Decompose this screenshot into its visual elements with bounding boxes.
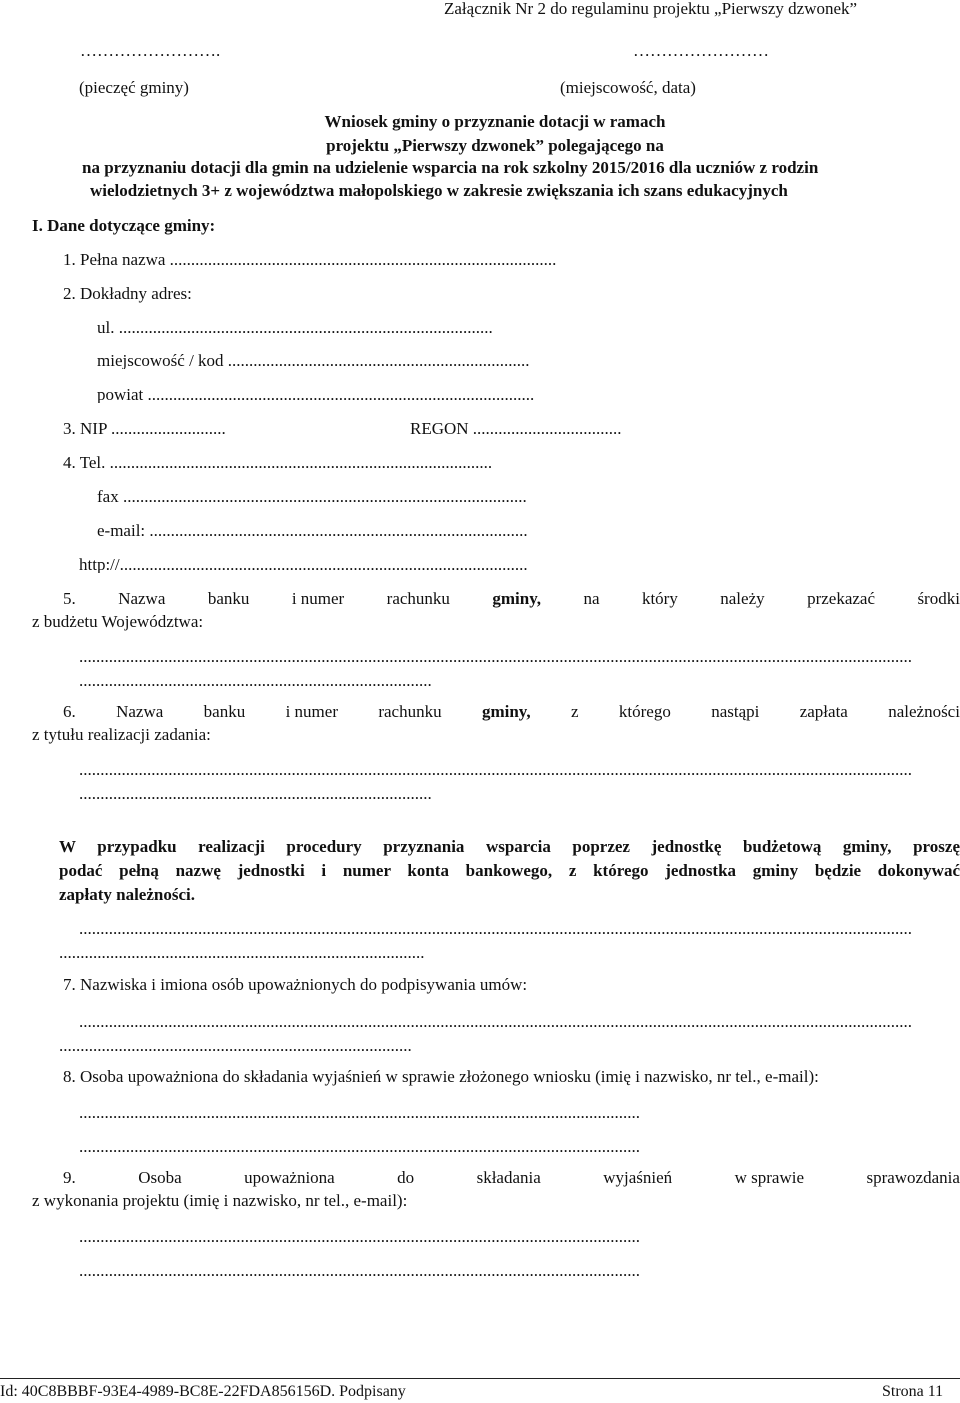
title-line-1: Wniosek gminy o przyznanie dotacji w ramach <box>324 112 666 131</box>
item-5-line-2: z budżetu Województwa: <box>32 612 204 631</box>
item-9-word: składania <box>476 1168 541 1187</box>
item-9-line-1 <box>63 1169 960 1186</box>
item-9-line-2: z wykonania projektu (imię i nazwisko, nr tel., e-mail): <box>32 1191 408 1210</box>
item-7-answer-line-2[interactable]: ................................................................................... <box>59 1037 412 1054</box>
unit-note-line-3: zapłaty należności. <box>59 885 195 904</box>
website-field[interactable]: http://................................................................................................ <box>79 556 528 573</box>
item-9-word: Osoba <box>138 1168 182 1187</box>
place-date-dots: …………………… <box>633 41 769 60</box>
unit-note-text-2: podać pełną nazwę jednostki i numer konta bankowego, z którego jednostka gminy będzie dokonywać <box>59 861 960 880</box>
item-9-answer-line-2[interactable]: .................................................................................................................................... <box>79 1262 640 1279</box>
item-6-word: nastąpi <box>711 702 760 721</box>
item-9-word: wyjaśnień <box>603 1168 673 1187</box>
title-line-2: projektu „Pierwszy dzwonek” polegającego na <box>326 136 664 155</box>
item-5-word-bold: gminy, <box>492 589 542 608</box>
unit-note-answer-line-2[interactable]: ...................................................................................... <box>59 944 425 961</box>
item-8-answer-line-1[interactable]: .................................................................................................................................... <box>79 1104 640 1121</box>
item-5-word: należy <box>720 589 765 608</box>
item-5-answer-line-2[interactable]: ................................................................................... <box>79 672 432 689</box>
item-7-answer-line-1[interactable]: .................................................................................................................................................................................................... <box>79 1013 912 1030</box>
item-9-word: sprawozdania <box>866 1168 960 1187</box>
item-5-word: środki <box>917 589 960 608</box>
street-field[interactable]: ul. ........................................................................................ <box>97 319 493 336</box>
item-5-word: na <box>583 589 600 608</box>
item-9-word: upoważniona <box>244 1168 335 1187</box>
tel-field[interactable]: 4. Tel. .......................................................................................... <box>63 454 493 471</box>
unit-note-line-2 <box>59 862 960 879</box>
item-6-word-bold: gminy, <box>481 702 531 721</box>
item-6-word: Nazwa <box>116 702 164 721</box>
unit-note-answer-line-1[interactable]: .................................................................................................................................................................................................... <box>79 920 912 937</box>
county-field[interactable]: powiat ........................................................................................... <box>97 386 535 403</box>
item-9-word: do <box>397 1168 415 1187</box>
item-8-label: 8. Osoba upoważniona do składania wyjaśnień w sprawie złożonego wniosku (imię i nazwisko, nr tel., e-mail): <box>63 1067 819 1086</box>
item-9-word: w sprawie <box>734 1168 805 1187</box>
item-6-word: zapłata <box>799 702 848 721</box>
item-6-answer-line-1[interactable]: .................................................................................................................................................................................................... <box>79 761 912 778</box>
item-6-line-1 <box>63 703 960 720</box>
item-5-line-1 <box>63 590 960 607</box>
unit-note-line-1 <box>59 838 960 855</box>
item-5-word: rachunku <box>386 589 450 608</box>
document-id: Id: 40C8BBBF-93E4-4989-BC8E-22FDA856156D. Podpisany <box>0 1383 406 1400</box>
item-6-word: 6. <box>63 702 76 721</box>
unit-note-text-1: W przypadku realizacji procedury przyznania wsparcia poprzez jednostkę budżetową gminy, proszę <box>59 837 960 856</box>
item-6-answer-line-2[interactable]: ................................................................................... <box>79 785 432 802</box>
item-6-word: banku <box>203 702 246 721</box>
item-5-word: który <box>641 589 678 608</box>
item-9-answer-line-1[interactable]: .................................................................................................................................... <box>79 1228 640 1245</box>
page-number: Strona 11 <box>882 1383 944 1400</box>
place-date-label: (miejscowość, data) <box>560 78 696 97</box>
item-5-word: przekazać <box>807 589 875 608</box>
item-6-word: którego <box>618 702 671 721</box>
section-heading: I. Dane dotyczące gminy: <box>32 216 216 235</box>
address-label: 2. Dokładny adres: <box>63 284 192 303</box>
item-6-line-2: z tytułu realizacji zadania: <box>32 725 211 744</box>
item-6-word: rachunku <box>378 702 442 721</box>
item-7-label: 7. Nazwiska i imiona osób upoważnionych do podpisywania umów: <box>63 975 528 994</box>
city-field[interactable]: miejscowość / kod ....................................................................... <box>97 352 530 369</box>
attachment-label: Załącznik Nr 2 do regulaminu projektu „Pierwszy dzwonek” <box>444 0 858 18</box>
item-5-word: i numer <box>291 589 345 608</box>
footer-divider <box>0 1378 960 1379</box>
item-5-word: Nazwa <box>118 589 166 608</box>
item-9-word: 9. <box>63 1168 76 1187</box>
title-line-3: na przyznaniu dotacji dla gmin na udzielenie wsparcia na rok szkolny 2015/2016 dla uczniów z rodzin <box>82 158 819 177</box>
item-6-word: należności <box>888 702 960 721</box>
item-5-answer-line-1[interactable]: .................................................................................................................................................................................................... <box>79 648 912 665</box>
stamp-label: (pieczęć gminy) <box>79 78 189 97</box>
full-name-field[interactable]: 1. Pełna nazwa ........................................................................................... <box>63 251 557 268</box>
item-8-answer-line-2[interactable]: .................................................................................................................................... <box>79 1138 640 1155</box>
regon-field[interactable]: REGON ................................... <box>410 420 622 437</box>
item-5-word: 5. <box>63 589 76 608</box>
item-6-word: z <box>570 702 579 721</box>
item-5-word: banku <box>207 589 250 608</box>
title-line-4: wielodzietnych 3+ z województwa małopolskiego w zakresie zwiększania ich szans edukacyjnych <box>90 181 788 200</box>
stamp-dots: ……………………. <box>80 41 221 60</box>
nip-field[interactable]: 3. NIP ........................... <box>63 420 226 437</box>
item-6-word: i numer <box>285 702 338 721</box>
email-field[interactable]: e-mail: ......................................................................................... <box>97 522 528 539</box>
fax-field[interactable]: fax ............................................................................................... <box>97 488 527 505</box>
